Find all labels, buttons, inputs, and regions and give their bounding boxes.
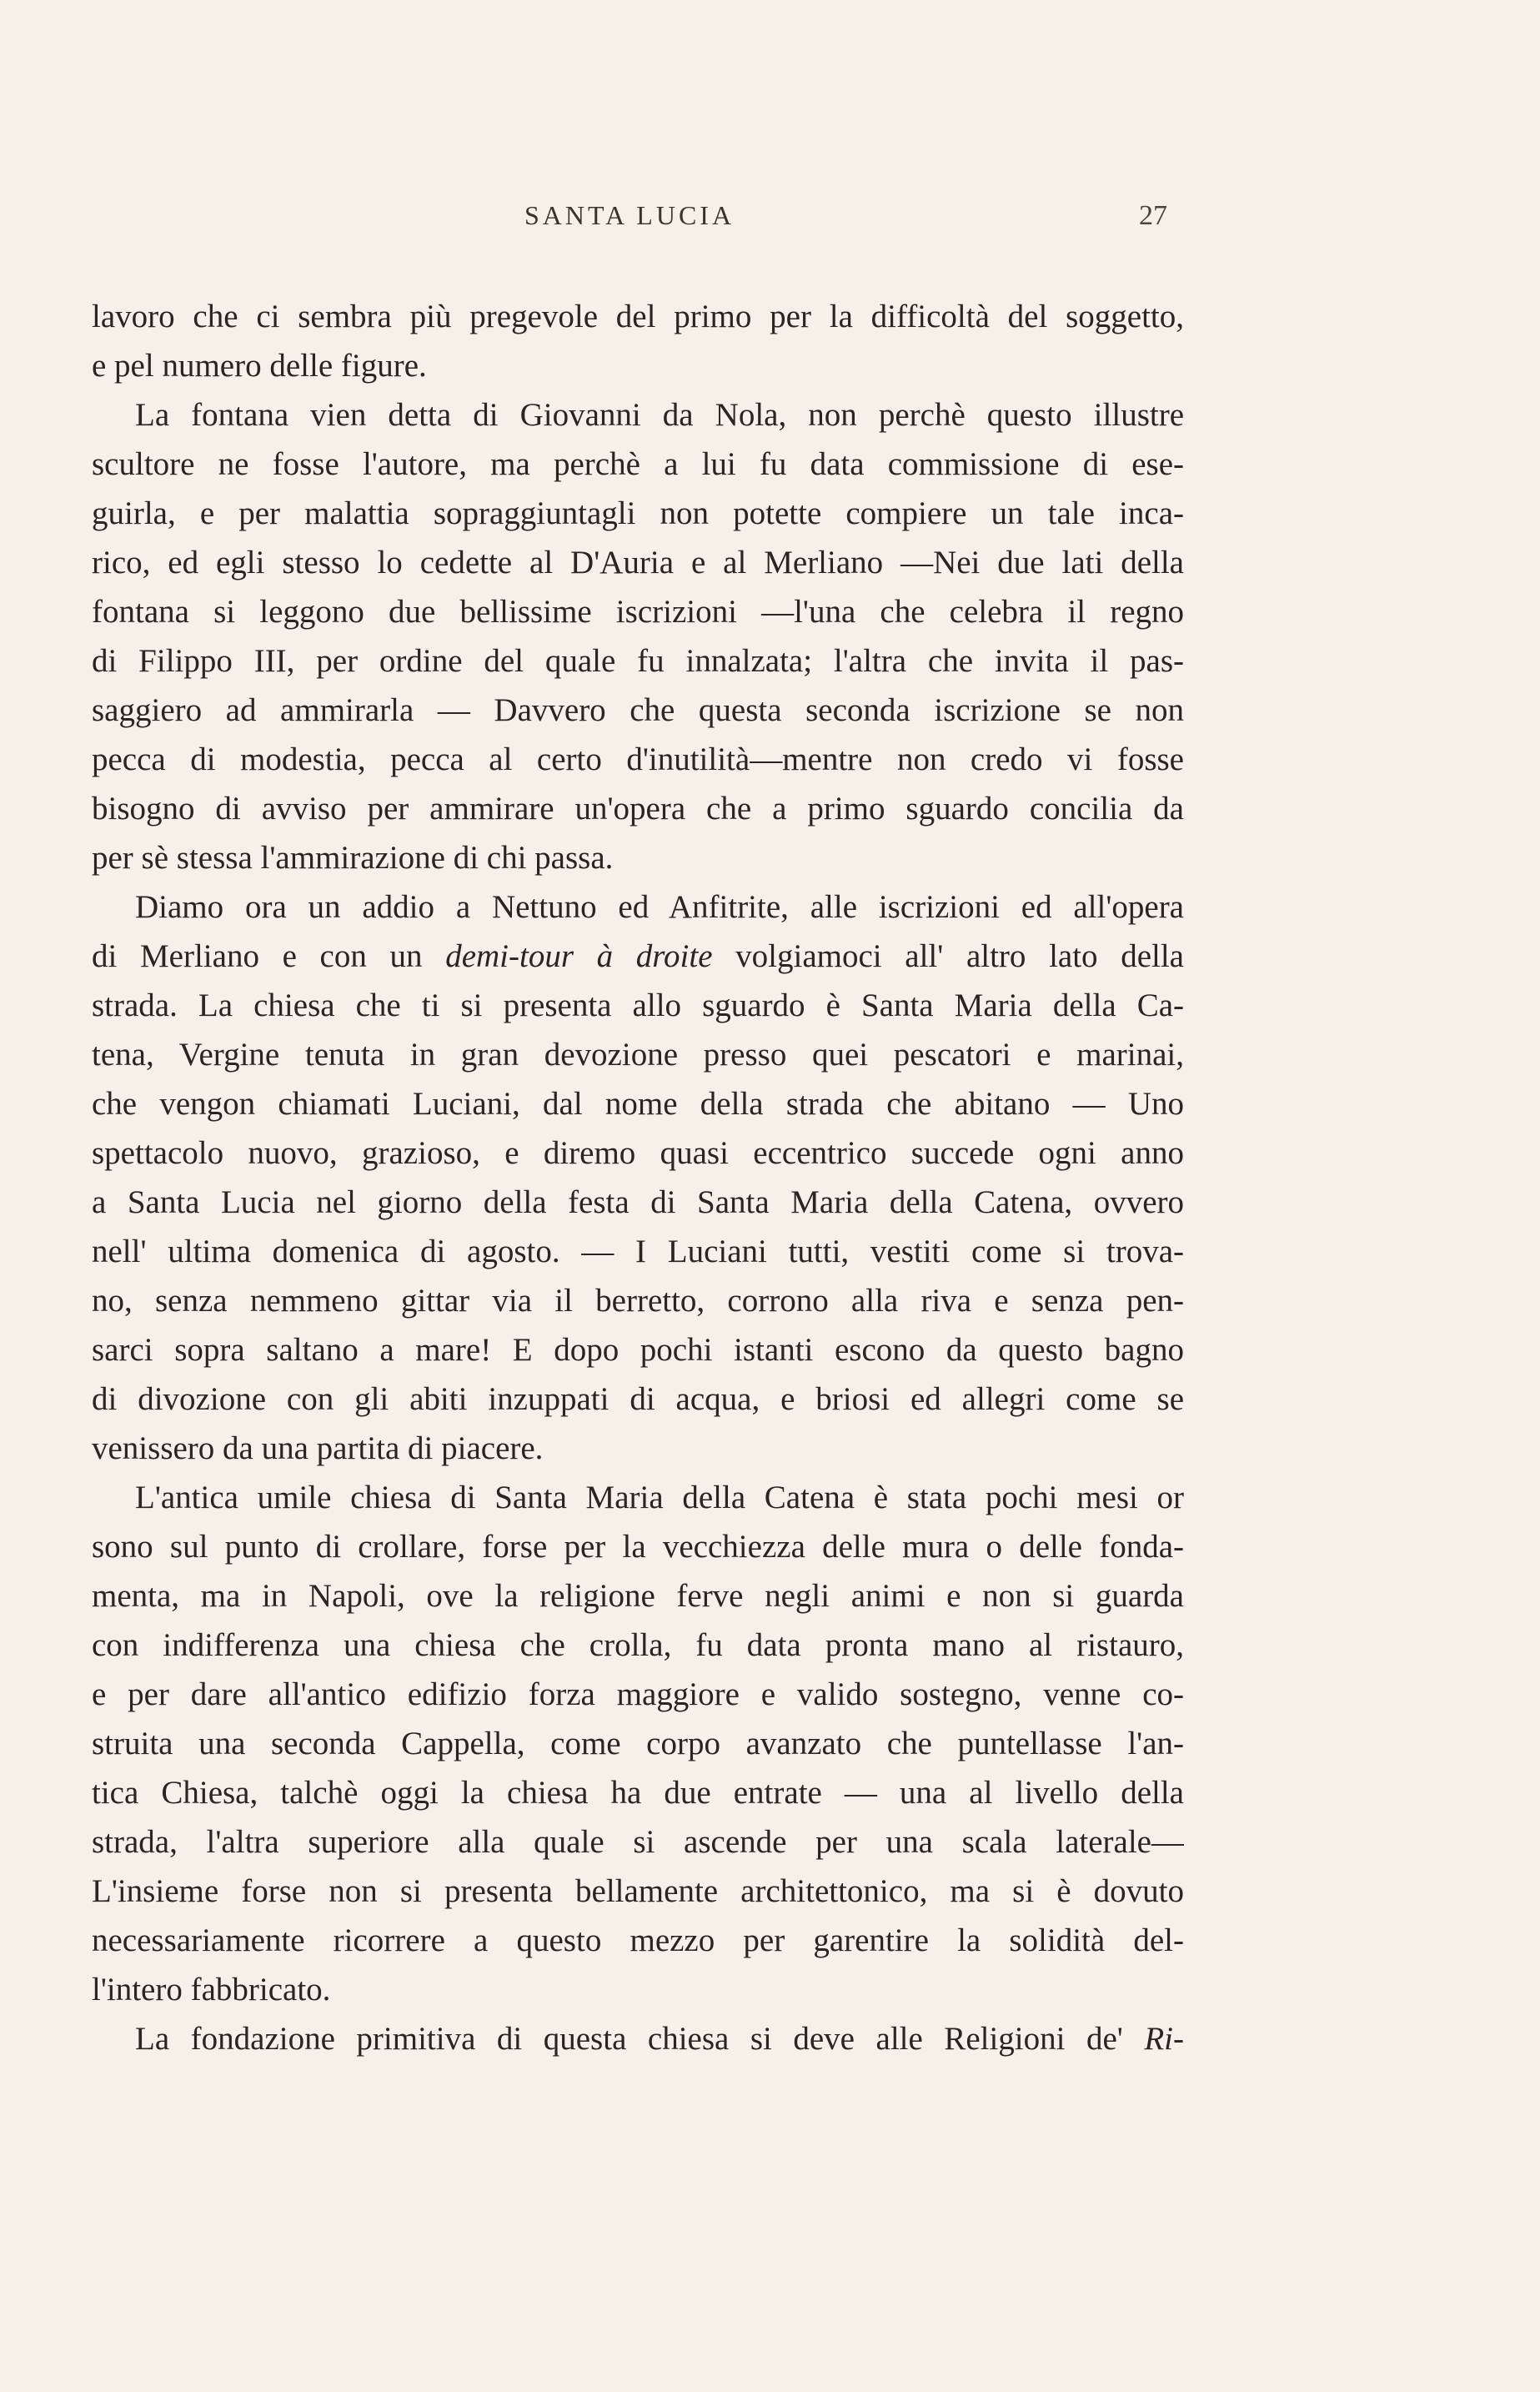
running-head bbox=[92, 200, 1167, 250]
text-line: per sè stessa l'ammirazione di chi passa. bbox=[92, 840, 614, 876]
text-line: Diamo ora un addio a Nettuno ed Anfitrite, alle iscrizioni ed all'opera bbox=[135, 889, 1184, 925]
text-line bbox=[92, 932, 1184, 981]
text-line: venissero da una partita di piacere. bbox=[92, 1430, 544, 1466]
body-text bbox=[92, 292, 1184, 2063]
italic-text: Ri- bbox=[1144, 2021, 1184, 2057]
text-line: L'insieme forse non si presenta bellamente architettonico, ma si è dovuto bbox=[92, 1873, 1184, 1909]
text-line: pecca di modestia, pecca al certo d'inutilità—mentre non credo vi fosse bbox=[92, 741, 1184, 777]
text-line: lavoro che ci sembra più pregevole del primo per la difficoltà del soggetto, bbox=[92, 299, 1184, 334]
text-segment: volgiamoci all' altro lato della bbox=[712, 938, 1184, 974]
text-line: La fontana vien detta di Giovanni da Nola, non perchè questo illustre bbox=[135, 397, 1184, 433]
text-line: guirla, e per malattia sopraggiuntagli non potette compiere un tale inca- bbox=[92, 495, 1184, 531]
text-line: tica Chiesa, talchè oggi la chiesa ha due entrate — una al livello della bbox=[92, 1775, 1184, 1811]
running-title: SANTA LUCIA bbox=[524, 200, 735, 230]
text-line: a Santa Lucia nel giorno della festa di Santa Maria della Catena, ovvero bbox=[92, 1184, 1184, 1220]
text-line: menta, ma in Napoli, ove la religione ferve negli animi e non si guarda bbox=[92, 1578, 1184, 1614]
text-line: fontana si leggono due bellissime iscrizioni —l'una che celebra il regno bbox=[92, 594, 1184, 630]
text-line: che vengon chiamati Luciani, dal nome della strada che abitano — Uno bbox=[92, 1086, 1184, 1122]
text-line: scultore ne fosse l'autore, ma perchè a lui fu data commissione di ese- bbox=[92, 446, 1184, 482]
text-line: tena, Vergine tenuta in gran devozione presso quei pescatori e marinai, bbox=[92, 1037, 1184, 1073]
text-line: rico, ed egli stesso lo cedette al D'Auria e al Merliano —Nei due lati della bbox=[92, 545, 1184, 580]
text-line: l'intero fabbricato. bbox=[92, 1972, 331, 2008]
text-line bbox=[92, 2014, 1184, 2063]
text-line: di Filippo III, per ordine del quale fu innalzata; l'altra che invita il pas- bbox=[92, 643, 1184, 679]
italic-text: demi-tour à droite bbox=[445, 938, 713, 974]
text-line: spettacolo nuovo, grazioso, e diremo quasi eccentrico succede ogni anno bbox=[92, 1135, 1184, 1171]
text-line: strada, l'altra superiore alla quale si ascende per una scala laterale— bbox=[92, 1824, 1184, 1860]
text-line: sono sul punto di crollare, forse per la vecchiezza delle mura o delle fonda- bbox=[92, 1529, 1184, 1565]
text-line: e per dare all'antico edifizio forza maggiore e valido sostegno, venne co- bbox=[92, 1676, 1184, 1712]
text-line: L'antica umile chiesa di Santa Maria della Catena è stata pochi mesi or bbox=[135, 1480, 1184, 1515]
text-line: con indifferenza una chiesa che crolla, fu data pronta mano al ristauro, bbox=[92, 1627, 1184, 1663]
text-line: strada. La chiesa che ti si presenta allo sguardo è Santa Maria della Ca- bbox=[92, 987, 1184, 1023]
text-line: sarci sopra saltano a mare! E dopo pochi istanti escono da questo bagno bbox=[92, 1332, 1184, 1368]
text-line: saggiero ad ammirarla — Davvero che questa seconda iscrizione se non bbox=[92, 692, 1184, 728]
text-segment: La fondazione primitiva di questa chiesa si deve alle Religioni de' bbox=[135, 2021, 1145, 2057]
text-segment: di Merliano e con un bbox=[92, 938, 446, 974]
page-number: 27 bbox=[1139, 200, 1167, 231]
text-line: necessariamente ricorrere a questo mezzo per garentire la solidità del- bbox=[92, 1922, 1184, 1958]
text-line: di divozione con gli abiti inzuppati di acqua, e briosi ed allegri come se bbox=[92, 1381, 1184, 1417]
text-line: nell' ultima domenica di agosto. — I Luciani tutti, vestiti come si trova- bbox=[92, 1234, 1184, 1269]
text-line: bisogno di avviso per ammirare un'opera che a primo sguardo concilia da bbox=[92, 791, 1184, 827]
text-line: no, senza nemmeno gittar via il berretto, corrono alla riva e senza pen- bbox=[92, 1283, 1184, 1319]
text-line: struita una seconda Cappella, come corpo avanzato che puntellasse l'an- bbox=[92, 1726, 1184, 1761]
text-line: e pel numero delle figure. bbox=[92, 348, 427, 384]
